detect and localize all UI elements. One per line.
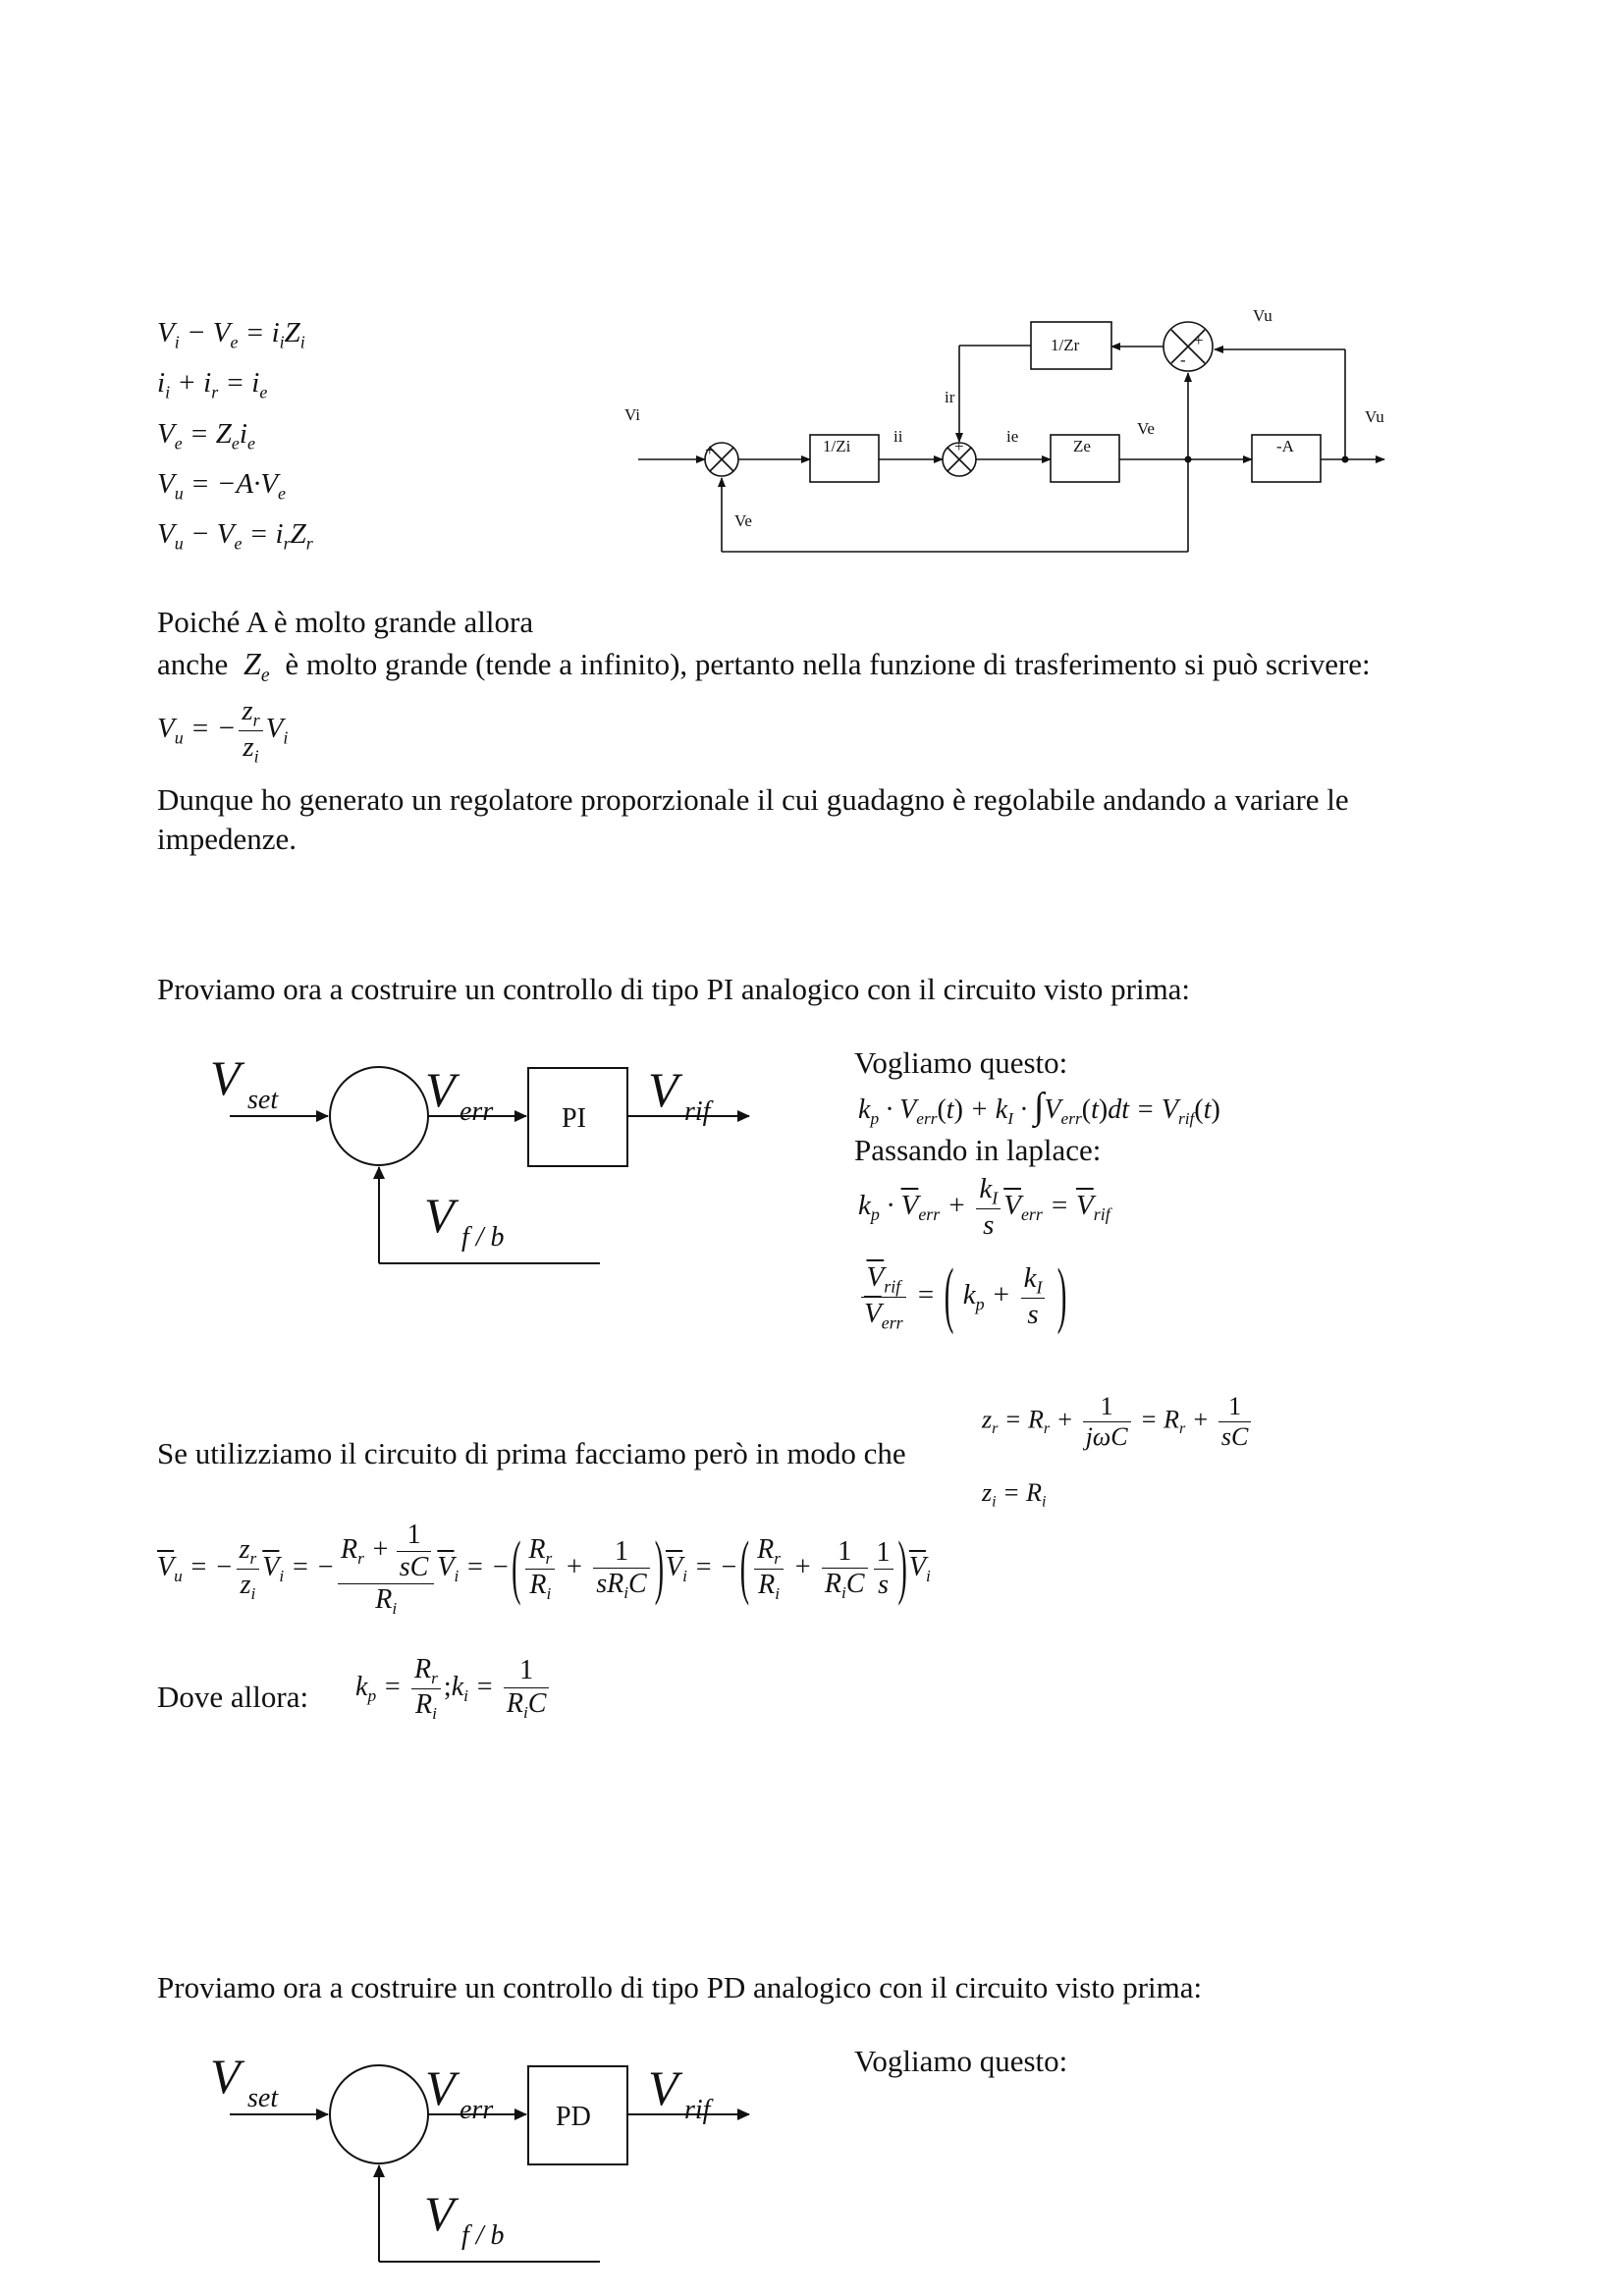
equation-pi-transfer: $\frac{\overline{V}_{rif}}{\overline{V}_{err}}$ = ( $k_p$ + $\frac{k_I}{s}$ ) — [858, 1261, 1068, 1333]
pi-block-label: PI — [562, 1103, 586, 1134]
equation-3: $V_e = Z_ei_e$ — [157, 417, 255, 453]
math-ze: $Z_e$ — [236, 646, 270, 686]
sign-plus-2: + — [954, 437, 964, 455]
label-ii: ii — [893, 427, 903, 446]
vset-label: V — [210, 2049, 241, 2104]
label-block-a: -A — [1276, 437, 1294, 455]
equation-kp-ki: $k_p$ = $\frac{R_r}{R_i}$ $;k_i$ = $\frac{1}{R_iC}$ — [355, 1654, 552, 1724]
pi-control-diagram — [196, 1036, 785, 1291]
vrif-label: V — [648, 2060, 678, 2115]
sign-minus-3: - — [1180, 350, 1186, 369]
equation-vu-pi-derivation: $\overline{V}_u$ = − $\frac{z_r}{z_i}$ $\overline{V}_i$ = − $R_r$ + $\frac{1}{sC}$ $R_i$ $\overline{V}_i$ = −( $\frac{R_r}{R_i}$ + $\frac{1}{sR_iC}$ )$\overline{V}_i$ = −( $\frac{R_r}{R_i}$ + $\frac{1}{R_iC}$ $\frac{1}{s}$ )$\overline{V}_i$ — [157, 1520, 931, 1619]
label-vi: Vi — [624, 405, 640, 424]
vfb-sub: f / b — [461, 1222, 505, 1253]
junction-dot — [1342, 456, 1349, 463]
vrif-sub: rif — [684, 1096, 711, 1127]
equation-1: $V_i - V_e = i_iZ_i$ — [157, 317, 305, 352]
equation-zi: $z_i = R_i$ — [982, 1478, 1047, 1511]
label-block-ze: Ze — [1073, 437, 1091, 455]
paragraph-line: impedenze. — [157, 822, 298, 856]
pd-control-diagram — [196, 2034, 785, 2289]
paragraph-line: Dunque ho generato un regolatore proporzionale il cui guadagno è regolabile andando a variare le — [157, 782, 1349, 817]
verr-label: V — [425, 2060, 456, 2115]
label-block-1-zr: 1/Zr — [1051, 336, 1080, 354]
pd-intro-line: Proviamo ora a costruire un controllo di tipo PD analogico con il circuito visto prima: — [157, 1970, 1203, 2004]
equation-pi-laplace: $k_p \cdot \overline{V}_{err}$ + $\frac{k_I}{s}$ $\overline{V}_{err} = \overline{V}_{rif}$ — [858, 1173, 1110, 1241]
vogliamo-questo-pd: Vogliamo questo: — [854, 2044, 1068, 2078]
equation-4: $V_u = -A\cdot V_e$ — [157, 467, 287, 504]
amplifier-block-diagram — [609, 294, 1414, 569]
label-vu-top: Vu — [1253, 306, 1272, 325]
label-block-1-zi: 1/Zi — [823, 437, 851, 455]
equation-vu-proportional: $V_u$ = − $\frac{z_r}{z_i}$ $V_i$ — [157, 695, 289, 767]
dove-allora-line: Dove allora: — [157, 1680, 309, 1714]
vfb-sub: f / b — [461, 2220, 505, 2251]
vogliamo-questo-pi: Vogliamo questo: — [854, 1045, 1068, 1080]
sign-plus-1: + — [705, 441, 715, 459]
sign-plus-3: + — [1194, 331, 1204, 349]
equation-group-top — [157, 312, 313, 563]
vset-sub: set — [247, 2083, 279, 2113]
pd-block-label: PD — [556, 2102, 591, 2132]
verr-sub: err — [460, 1096, 494, 1127]
vset-label: V — [210, 1050, 241, 1105]
equation-2: $i_i + i_r = i_e$ — [157, 367, 268, 402]
vset-sub: set — [247, 1085, 279, 1115]
equation-zr: $z_r = R_r$ + $\frac{1}{\text{jωC}}$ = $R_r$ + $\frac{1}{sC}$ — [982, 1392, 1254, 1452]
verr-label: V — [425, 1062, 456, 1117]
text-rest: è molto grande (tende a infinito), pertanto nella funzione di trasferimento si può scrivere: — [285, 647, 1371, 681]
vfb-label: V — [424, 1188, 455, 1243]
label-ve: Ve — [1137, 419, 1155, 438]
label-ve-feedback: Ve — [734, 511, 752, 530]
equation-5: $V_u - V_e = i_rZ_r$ — [157, 518, 313, 554]
passando-laplace: Passando in laplace: — [854, 1133, 1102, 1167]
verr-sub: err — [460, 2095, 494, 2125]
pi-intro-line: Proviamo ora a costruire un controllo di tipo PI analogico con il circuito visto prima: — [157, 972, 1191, 1006]
label-ir: ir — [945, 388, 955, 406]
paragraph-line — [157, 644, 1371, 695]
label-vu-output: Vu — [1365, 407, 1384, 426]
label-ie: ie — [1006, 427, 1019, 446]
text-anche: anche — [157, 647, 229, 681]
paragraph-line: Poiché A è molto grande allora — [157, 605, 534, 639]
vrif-sub: rif — [684, 2095, 711, 2125]
se-utilizziamo-line: Se utilizziamo il circuito di prima facciamo però in modo che — [157, 1436, 906, 1470]
vrif-label: V — [648, 1062, 678, 1117]
equation-pi-time-domain: $k_p \cdot V_{err}(t) + k_I \cdot \int V_{err}(t)dt = V_{rif}(t)$ — [858, 1086, 1220, 1129]
junction-dot — [1185, 456, 1192, 463]
vfb-label: V — [424, 2186, 455, 2241]
